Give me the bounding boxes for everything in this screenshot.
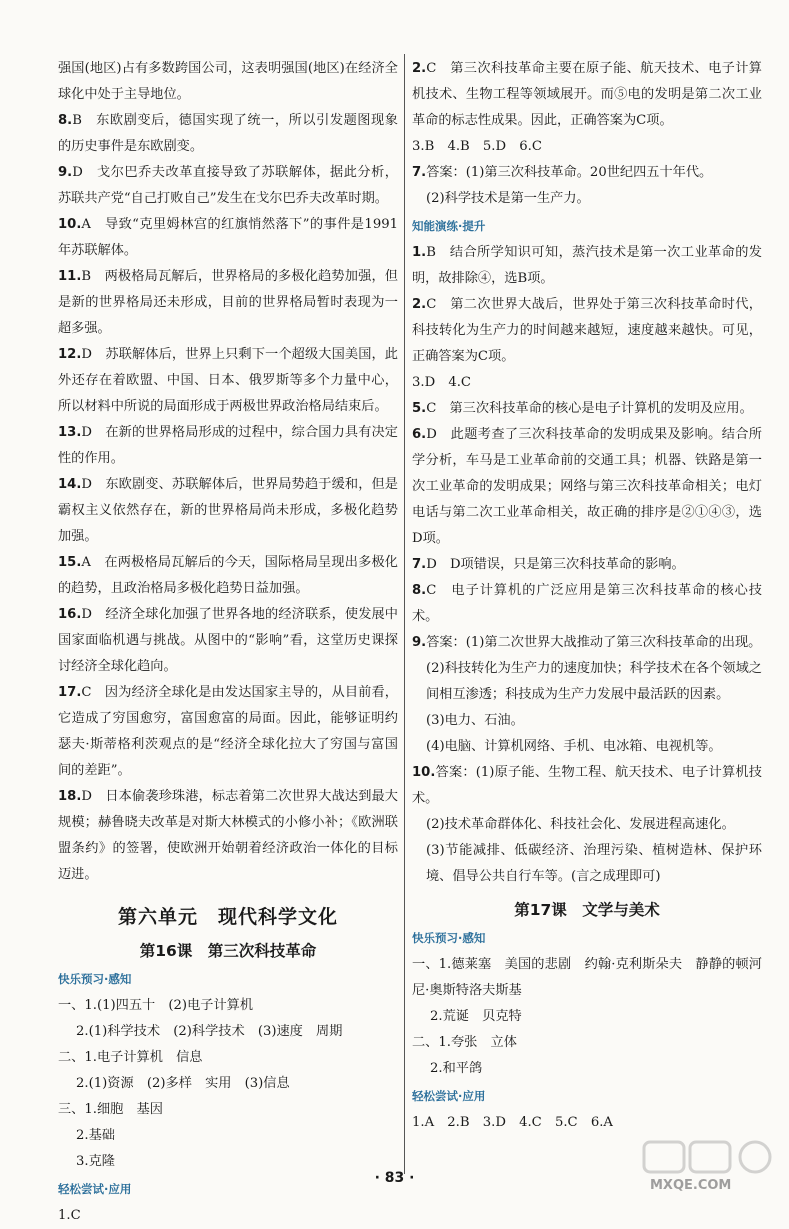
item-number: 15. xyxy=(58,555,82,570)
item-text: 答案：(1)第三次科技革命。20世纪四五十年代。 xyxy=(426,165,713,180)
answer-line: 一、1.(1)四五十 (2)电子计算机 xyxy=(58,998,254,1013)
answer-item xyxy=(412,56,762,134)
answer-line: 三、1.细胞 基因 xyxy=(58,1102,163,1117)
answer-item xyxy=(58,108,398,160)
answer-10-parts xyxy=(412,812,762,890)
item-number: 9. xyxy=(58,165,73,180)
column-divider xyxy=(404,54,405,1174)
answer-10 xyxy=(412,760,762,812)
section-practice-heading: 知能演练·提升 xyxy=(412,219,486,233)
answer-line: 2.基础 xyxy=(76,1128,115,1143)
answer-sub-part: (3)电力、石油。 xyxy=(426,713,524,728)
lesson-16-title: 第16课 第三次科技革命 xyxy=(139,942,317,960)
left-column xyxy=(58,56,398,1229)
section-try-heading: 轻松尝试·应用 xyxy=(58,1182,132,1196)
answer-item xyxy=(412,370,762,396)
item-text: B 结合所学知识可知，蒸汽技术是第一次工业革命的发明，故排除④，选B项。 xyxy=(412,245,762,286)
right-answer-list-a xyxy=(412,56,762,186)
item-number: 8. xyxy=(58,113,73,128)
item-text: D 戈尔巴乔夫改革直接导致了苏联解体，据此分析，苏联共产党“自己打败自己”发生在戈尔巴乔夫改革时期。 xyxy=(58,165,398,206)
right-answer-list-b xyxy=(412,240,762,656)
item-number: 13. xyxy=(58,425,82,440)
item-text: C 第二次世界大战后，世界处于第三次科技革命时代，科技转化为生产力的时间越来越短，速度越来越快。可见，正确答案为C项。 xyxy=(412,297,762,364)
answer-item xyxy=(58,550,398,602)
item-number: 7. xyxy=(412,165,427,180)
item-text: C 第三次科技革命主要在原子能、航天技术、电子计算机技术、生物工程等领域展开。而⑤电的发明是第二次工业革命的标志性成果。因此，正确答案为C项。 xyxy=(412,61,762,128)
item-number: 12. xyxy=(58,347,82,362)
item-number: 9. xyxy=(412,635,427,650)
answer-line: 2.荒诞 贝克特 xyxy=(430,1009,522,1024)
item-number: 10. xyxy=(58,217,82,232)
answer-item xyxy=(412,630,762,656)
answer-sub-part: (2)科技转化为生产力的速度加快；科学技术在各个领域之间相互渗透；科技成为生产力发展中最活跃的因素。 xyxy=(426,661,762,702)
answer-item xyxy=(58,212,398,264)
try-answer-line-2: 1.A 2.B 3.D 4.C 5.C 6.A xyxy=(412,1115,613,1130)
answer-item xyxy=(58,420,398,472)
preview-answers-2 xyxy=(412,952,776,1082)
item-text: B 东欧剧变后，德国实现了统一，所以引发题图现象的历史事件是东欧剧变。 xyxy=(58,113,398,154)
answer-item xyxy=(412,134,762,160)
item-number: 1. xyxy=(412,245,427,260)
answer-9-parts xyxy=(412,656,762,760)
item-text: D 在新的世界格局形成的过程中，综合国力具有决定性的作用。 xyxy=(58,425,398,466)
item-text: D 日本偷袭珍珠港，标志着第二次世界大战达到最大规模；赫鲁晓夫改革是对斯大林模式的小修小补；《欧洲联盟条约》的签署，使欧洲开始朝着经济政治一体化的目标迈进。 xyxy=(58,789,398,882)
answer-item xyxy=(58,680,398,784)
answer-line: 2.(1)资源 (2)多样 实用 (3)信息 xyxy=(76,1076,290,1091)
item-text: D 经济全球化加强了世界各地的经济联系，使发展中国家面临机遇与挑战。从图中的“影响”看，这堂历史课探讨经济全球化趋向。 xyxy=(58,607,398,674)
left-answer-list xyxy=(58,56,398,888)
item-text: 强国(地区)占有多数跨国公司，这表明强国(地区)在经济全球化中处于主导地位。 xyxy=(58,61,398,102)
item-text: D 东欧剧变、苏联解体后，世界局势趋于缓和，但是霸权主义依然存在，新的世界格局尚未形成，多极化趋势加强。 xyxy=(58,477,398,544)
answer-line: 二、1.夸张 立体 xyxy=(412,1035,517,1050)
item-text: 3.B 4.B 5.D 6.C xyxy=(412,139,542,154)
answer-item xyxy=(412,422,762,552)
item-number: 5. xyxy=(412,401,427,416)
answer-item xyxy=(58,472,398,550)
item-text: A 导致“克里姆林宫的红旗悄然落下”的事件是1991年苏联解体。 xyxy=(58,217,398,258)
item-text: 3.D 4.C xyxy=(412,375,472,390)
answer-line: 3.克隆 xyxy=(76,1154,115,1169)
item-number: 2. xyxy=(412,297,427,312)
item-number: 11. xyxy=(58,269,82,284)
answer-item xyxy=(412,160,762,186)
answer-item xyxy=(412,552,762,578)
section-preview-heading-2: 快乐预习·感知 xyxy=(412,931,486,945)
item-text: C 第三次科技革命的核心是电子计算机的发明及应用。 xyxy=(426,401,753,416)
answer-sub-part: (4)电脑、计算机网络、手机、电冰箱、电视机等。 xyxy=(426,739,722,754)
answer-line: 一、1.德莱塞 美国的悲剧 约翰·克利斯朵夫 静静的顿河 尼·奥斯特洛夫斯基 xyxy=(412,957,776,998)
item-number: 16. xyxy=(58,607,82,622)
item-text: D 此题考查了三次科技革命的发明成果及影响。结合所学分析，车马是工业革命前的交通工具；机器、铁路是第一次工业革命的发明成果；网络与第三次科技革命相关；电灯电话与第二次工业革命相关，故正确的排序是②①④③，选D项。 xyxy=(412,427,762,546)
unit-title: 第六单元 现代科学文化 xyxy=(117,906,338,928)
answer-item xyxy=(412,292,762,370)
item-text: B 两极格局瓦解后，世界格局的多极化趋势加强，但是新的世界格局还未形成，目前的世界格局暂时表现为一超多强。 xyxy=(58,269,398,336)
answer-sub-part: (2)技术革命群体化、科技社会化、发展进程高速化。 xyxy=(426,817,735,832)
lesson-17-title: 第17课 文学与美术 xyxy=(514,901,660,919)
item-number: 8. xyxy=(412,583,427,598)
answer-item xyxy=(58,602,398,680)
answer-item xyxy=(58,342,398,420)
answer-item xyxy=(58,264,398,342)
item-number: 6. xyxy=(412,427,427,442)
item-number: 14. xyxy=(58,477,82,492)
answer-item xyxy=(412,396,762,422)
try-answer-line: 1.C xyxy=(58,1208,81,1223)
item-number: 17. xyxy=(58,685,82,700)
answer-item xyxy=(58,56,398,108)
preview-answers xyxy=(58,993,398,1175)
answer-item xyxy=(412,240,762,292)
section-try-heading-2: 轻松尝试·应用 xyxy=(412,1089,486,1103)
watermark-text: MXQE.COM xyxy=(650,1178,732,1193)
answer-line: 2.(1)科学技术 (2)科学技术 (3)速度 周期 xyxy=(76,1024,343,1039)
item-number: 10. xyxy=(412,765,436,780)
item-text: C 电子计算机的广泛应用是第三次科技革命的核心技术。 xyxy=(412,583,762,624)
answer-line: 二、1.电子计算机 信息 xyxy=(58,1050,203,1065)
item-text: D D项错误，只是第三次科技革命的影响。 xyxy=(426,557,685,572)
answer-sub-part: (3)节能减排、低碳经济、治理污染、植树造林、保护环境、倡导公共自行车等。(言之成理即可) xyxy=(426,843,762,884)
item-text: 答案：(1)第二次世界大战推动了第三次科技革命的出现。 xyxy=(426,635,762,650)
item-number: 18. xyxy=(58,789,82,804)
item-text: 答案：(1)原子能、生物工程、航天技术、电子计算机技术。 xyxy=(412,765,762,806)
item-number: 7. xyxy=(412,557,427,572)
right-column xyxy=(412,56,776,1136)
answer-item xyxy=(412,578,762,630)
item-text: C 因为经济全球化是由发达国家主导的，从目前看，它造成了穷国愈穷，富国愈富的局面。因此，能够证明约瑟夫·斯蒂格利茨观点的是“经济全球化拉大了穷国与富国间的差距”。 xyxy=(58,685,398,778)
section-preview-heading: 快乐预习·感知 xyxy=(58,972,132,986)
page-number: · 83 · xyxy=(374,1170,415,1186)
item-number: 2. xyxy=(412,61,427,76)
item-text: D 苏联解体后，世界上只剩下一个超级大国美国，此外还存在着欧盟、中国、日本、俄罗斯等多个力量中心，所以材料中所说的局面形成于两极世界政治格局结束后。 xyxy=(58,347,398,414)
answer-line: 2.和平鸽 xyxy=(430,1061,483,1076)
answer-item xyxy=(58,160,398,212)
answer-7-part-2: (2)科学技术是第一生产力。 xyxy=(426,191,590,206)
answer-item xyxy=(58,784,398,888)
item-text: A 在两极格局瓦解后的今天，国际格局呈现出多极化的趋势，且政治格局多极化趋势日益加强。 xyxy=(58,555,398,596)
